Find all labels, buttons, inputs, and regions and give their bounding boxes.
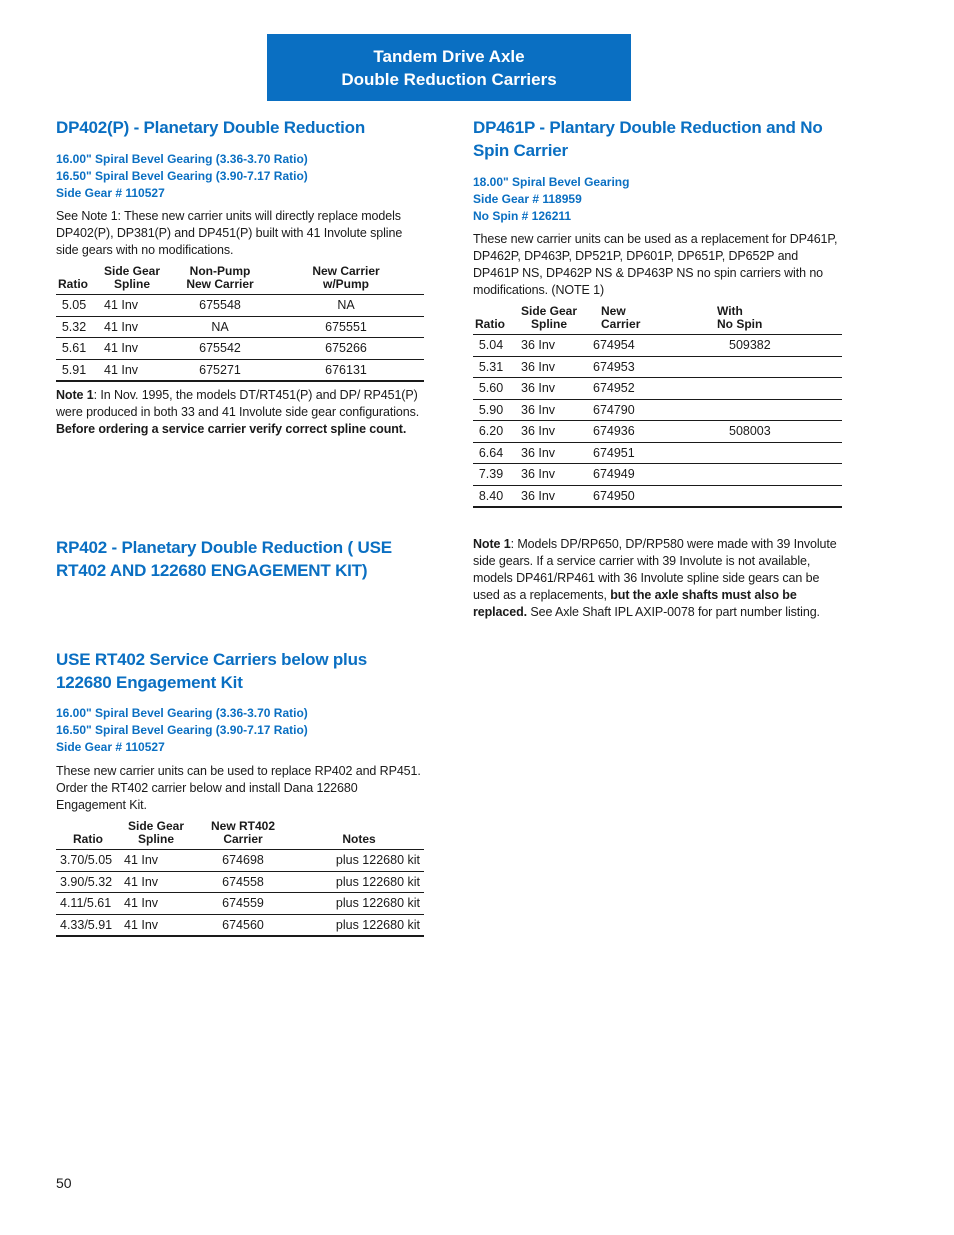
spec-line: 16.50" Spiral Bevel Gearing (3.90-7.17 Ratio) (56, 723, 308, 737)
cell (677, 399, 842, 421)
col-header: Ratio (56, 820, 120, 850)
cell: 3.70/5.05 (56, 850, 120, 872)
cell: 4.11/5.61 (56, 893, 120, 915)
spec-line: 16.50" Spiral Bevel Gearing (3.90-7.17 Ratio) (56, 169, 308, 183)
cell: 41 Inv (92, 316, 172, 338)
cell: 674950 (589, 485, 677, 507)
cell: 674559 (192, 893, 294, 915)
note-label: Note 1 (473, 537, 511, 551)
cell: 5.32 (56, 316, 92, 338)
cell: 41 Inv (92, 338, 172, 360)
cell: plus 122680 kit (294, 914, 424, 936)
rt402-title: USE RT402 Service Carriers below plus 122680 Engagement Kit (56, 650, 368, 692)
banner-line-1: Tandem Drive Axle (373, 46, 525, 66)
table-row (56, 871, 424, 893)
cell: 674952 (589, 378, 677, 400)
cell: 41 Inv (120, 914, 192, 936)
dp402-title: DP402(P) - Planetary Double Reduction (56, 118, 366, 137)
cell: 4.33/5.91 (56, 914, 120, 936)
cell: 36 Inv (509, 421, 589, 443)
cell: 36 Inv (509, 485, 589, 507)
cell: 36 Inv (509, 378, 589, 400)
cell: 674790 (589, 399, 677, 421)
dp402-spec (56, 151, 424, 202)
cell (677, 378, 842, 400)
rt402-table (56, 820, 424, 937)
rt402-spec (56, 705, 424, 756)
cell: NA (172, 316, 268, 338)
cell: 36 Inv (509, 399, 589, 421)
spec-line: No Spin # 126211 (473, 209, 572, 223)
banner-line-2: Double Reduction Carriers (341, 69, 557, 89)
rp402-title: RP402 - Planetary Double Reduction ( USE RT402 AND 122680 ENGAGEMENT KIT) (56, 538, 392, 580)
cell: 3.90/5.32 (56, 871, 120, 893)
cell (677, 464, 842, 486)
cell: 5.31 (473, 356, 509, 378)
cell: 6.64 (473, 442, 509, 464)
cell: 508003 (677, 421, 842, 443)
cell: 674558 (192, 871, 294, 893)
cell: plus 122680 kit (294, 850, 424, 872)
table-row (473, 464, 842, 486)
cell: 5.61 (56, 338, 92, 360)
rt402-section (56, 648, 424, 937)
cell: 41 Inv (92, 295, 172, 317)
cell: 36 Inv (509, 356, 589, 378)
dp461-title: DP461P - Plantary Double Reduction and No Spin Carrier (473, 118, 823, 160)
cell: 41 Inv (120, 850, 192, 872)
col-header: Side Gear Spline (92, 265, 172, 295)
col-header: New Carrier w/Pump (268, 265, 424, 295)
cell: 675266 (268, 338, 424, 360)
dp461-table (473, 305, 842, 508)
spec-line: 16.00" Spiral Bevel Gearing (3.36-3.70 Ratio) (56, 152, 308, 166)
cell: 675548 (172, 295, 268, 317)
dp402-description: See Note 1: These new carrier units will directly replace models DP402(P), DP381(P) and DP451(P) built with 41 Involute spline side gears with no modifications. (56, 209, 403, 257)
table-row (473, 356, 842, 378)
table-row (56, 295, 424, 317)
table-row (56, 850, 424, 872)
dp402-table (56, 265, 424, 382)
table-row (56, 338, 424, 360)
col-header: Ratio (473, 305, 509, 335)
section-banner (267, 34, 631, 101)
spec-line: 18.00" Spiral Bevel Gearing (473, 175, 630, 189)
spec-line: Side Gear # 110527 (56, 186, 165, 200)
cell: 41 Inv (92, 359, 172, 381)
rt402-description: These new carrier units can be used to replace RP402 and RP451. Order the RT402 carrier below and install Dana 122680 Engagement Kit. (56, 764, 421, 812)
dp461-note (473, 536, 842, 621)
col-header: New RT402 Carrier (192, 820, 294, 850)
dp461-spec (473, 174, 842, 225)
table-row (473, 485, 842, 507)
col-header: Side Gear Spline (509, 305, 589, 335)
col-header: Ratio (56, 265, 92, 295)
dp402-section (56, 116, 424, 438)
cell: 5.05 (56, 295, 92, 317)
dp461-description: These new carrier units can be used as a replacement for DP461P, DP462P, DP463P, DP521P, DP601P, DP651P, DP652P and DP461P NS, DP462P NS & DP463P NS no spin carriers with no modifications. (NOTE 1) (473, 232, 838, 297)
cell: 36 Inv (509, 464, 589, 486)
cell (677, 485, 842, 507)
cell: 674560 (192, 914, 294, 936)
cell: 36 Inv (509, 442, 589, 464)
note-text: : Models DP/RP650, DP/RP580 were made with 39 Involute side gears. If a service carrier with 39 Involute is not available, models DP461/RP461 with 36 Involute spline side gears can be used as a replacements, (473, 537, 837, 602)
dp402-note (56, 387, 424, 438)
col-header: With No Spin (677, 305, 842, 335)
cell: plus 122680 kit (294, 893, 424, 915)
cell: 41 Inv (120, 893, 192, 915)
cell (677, 442, 842, 464)
cell: 675542 (172, 338, 268, 360)
table-row (56, 316, 424, 338)
cell: 8.40 (473, 485, 509, 507)
cell: 36 Inv (509, 335, 589, 357)
cell: NA (268, 295, 424, 317)
spec-line: Side Gear # 110527 (56, 740, 165, 754)
cell: 674953 (589, 356, 677, 378)
note-tail: See Axle Shaft IPL AXIP-0078 for part number listing. (527, 605, 820, 619)
cell: plus 122680 kit (294, 871, 424, 893)
table-row (473, 378, 842, 400)
cell: 674949 (589, 464, 677, 486)
spec-line: 16.00" Spiral Bevel Gearing (3.36-3.70 Ratio) (56, 706, 308, 720)
col-header: Non-Pump New Carrier (172, 265, 268, 295)
note-bold: Before ordering a service carrier verify correct spline count. (56, 422, 407, 436)
col-header: Notes (294, 820, 424, 850)
cell: 5.60 (473, 378, 509, 400)
cell (677, 356, 842, 378)
cell: 509382 (677, 335, 842, 357)
cell: 675271 (172, 359, 268, 381)
cell: 5.90 (473, 399, 509, 421)
cell: 676131 (268, 359, 424, 381)
page-number: 50 (56, 1175, 72, 1191)
note-text: : In Nov. 1995, the models DT/RT451(P) and DP/ RP451(P) were produced in both 33 and 41 Involute side gear configurations. (56, 388, 420, 419)
rp402-section (56, 536, 424, 582)
cell: 5.91 (56, 359, 92, 381)
dp461-section (473, 116, 842, 621)
col-header: Side Gear Spline (120, 820, 192, 850)
cell: 41 Inv (120, 871, 192, 893)
cell: 5.04 (473, 335, 509, 357)
note-label: Note 1 (56, 388, 94, 402)
cell: 674698 (192, 850, 294, 872)
spec-line: Side Gear # 118959 (473, 192, 582, 206)
table-row (56, 914, 424, 936)
cell: 675551 (268, 316, 424, 338)
note-bold: but the axle shafts must also be replaced. (473, 588, 797, 619)
cell: 7.39 (473, 464, 509, 486)
cell: 6.20 (473, 421, 509, 443)
table-row (56, 359, 424, 381)
table-row (473, 421, 842, 443)
table-row (473, 442, 842, 464)
table-row (56, 893, 424, 915)
col-header: New Carrier (589, 305, 677, 335)
cell: 674936 (589, 421, 677, 443)
cell: 674951 (589, 442, 677, 464)
table-row (473, 335, 842, 357)
cell: 674954 (589, 335, 677, 357)
table-row (473, 399, 842, 421)
